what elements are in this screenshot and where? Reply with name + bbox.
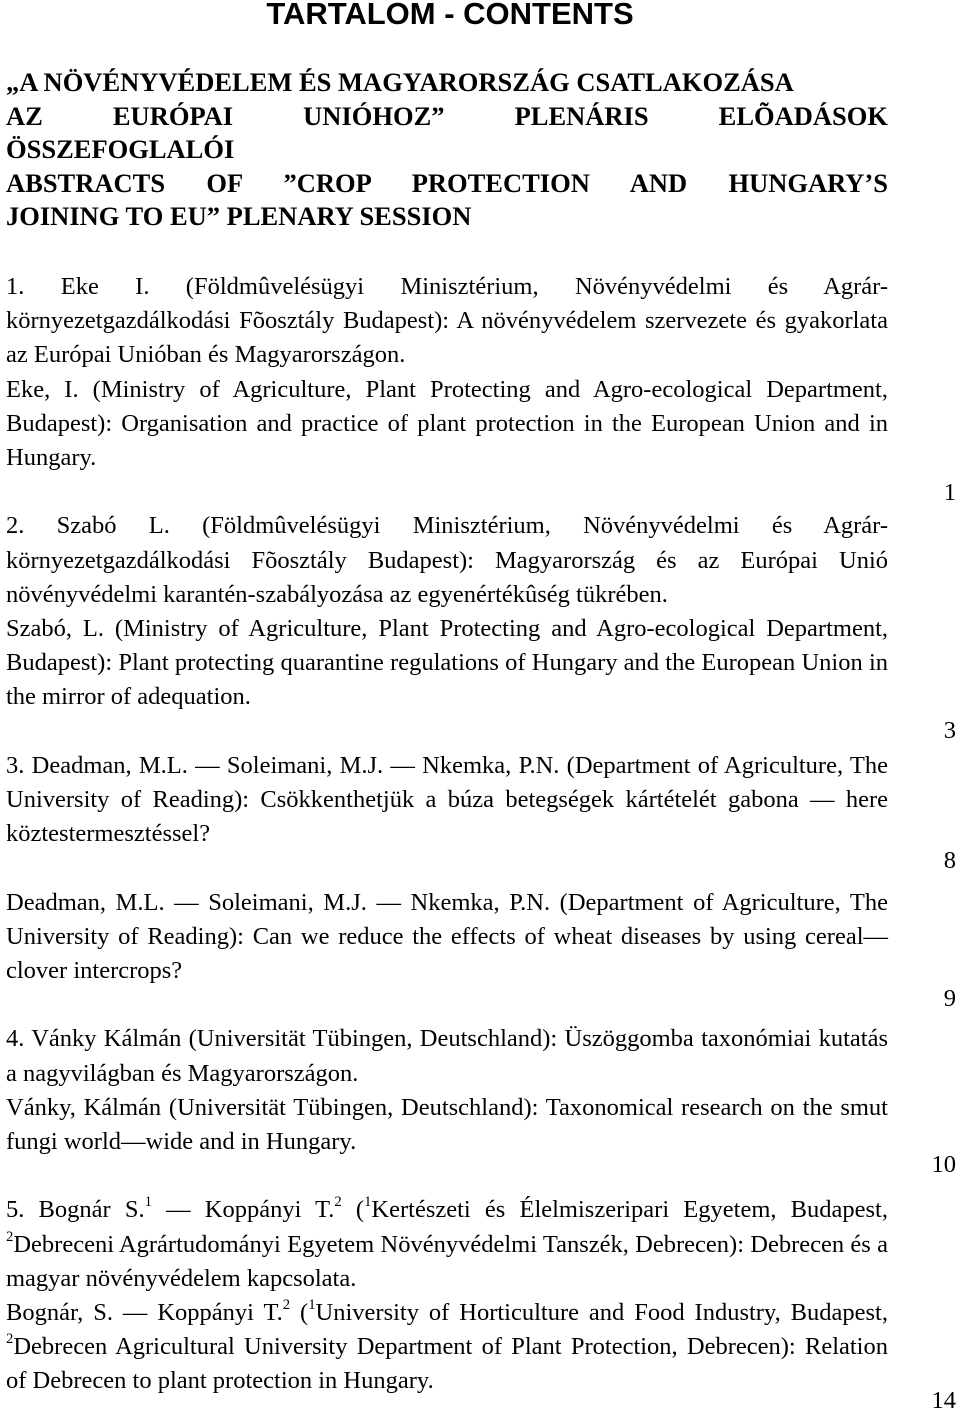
entry-3-hungarian: 3. Deadman, M.L. — Soleimani, M.J. — Nkemka, P.N. (Department of Agriculture, The University of Reading): Csökkenthetjük a búza betegségek kártételét gabona — here köztestermesztéssel?: [6, 751, 888, 848]
heading-line-2: AZ EURÓPAI UNIÓHOZ” PLENÁRIS ELÕADÁSOK: [6, 100, 888, 131]
entry-5-hu-sup-4: 2: [6, 1228, 14, 1245]
section-heading: [6, 66, 888, 234]
entry-5-en-c: University of Horticulture and Food Industry, Budapest,: [315, 1299, 888, 1327]
entry-3: [6, 749, 888, 988]
entry-1: [6, 270, 888, 475]
entry-5-en-sup-1: 2: [282, 1297, 291, 1313]
page-number-entry-3-hu: 8: [943, 847, 956, 874]
heading-line-4: ABSTRACTS OF ”CROP PROTECTION AND HUNGARY’S: [6, 167, 888, 198]
contents-list: [6, 270, 888, 1399]
page-number-entry-1: 1: [943, 479, 956, 506]
entry-4-hungarian: 4. Vánky Kálmán (Universität Tübingen, Deutschland): Üszöggomba taxonómiai kutatás a nagyvilágban és Magyarországon.: [6, 1025, 888, 1087]
entry-5-english: [6, 1296, 888, 1399]
entry-5-hu-sup-3: 1: [364, 1194, 372, 1211]
entry-3-english: Deadman, M.L. — Soleimani, M.J. — Nkemka, P.N. (Department of Agriculture, The University of Reading): Can we reduce the effects of wheat diseases by using cereal—clover intercrops?: [6, 888, 888, 985]
entry-5-hu-sup-1: 1: [144, 1194, 152, 1211]
entry-5-hu-e: Debreceni Agrártudományi Egyetem Növényvédelmi Tanszék, Debrecen): Debrecen és a magyar növényvédelem kapcsolata.: [6, 1230, 888, 1292]
heading-line-3: ÖSSZEFOGLALÓI: [6, 134, 235, 164]
heading-line-1: „A NÖVÉNYVÉDELEM ÉS MAGYARORSZÁG CSATLAKOZÁSA: [6, 67, 794, 97]
entry-2-hungarian: 2. Szabó L. (Földmûvelésügyi Minisztérium, Növényvédelmi és Agrár-környezetgazdálkodási Fõosztály Budapest): Magyarország és az Európai Unió növényvédelmi karantén-szabályozása az egyenértékûség tükrében.: [6, 512, 888, 608]
entry-5-en-sup-3: 2: [6, 1331, 14, 1348]
entry-5-hu-b: — Koppányi T.: [151, 1196, 335, 1224]
entry-4-english: Vánky, Kálmán (Universität Tübingen, Deutschland): Taxonomical research on the smut fungi world—wide and in Hungary.: [6, 1093, 888, 1156]
page-title: TARTALOM - CONTENTS: [266, 0, 634, 31]
entry-5-en-sup-2: 1: [308, 1297, 316, 1313]
page-number-entry-4: 10: [931, 1151, 956, 1178]
page-number-entry-3-en: 9: [943, 985, 956, 1012]
entry-1-hungarian: 1. Eke I. (Földmûvelésügyi Minisztérium, Növényvédelmi és Agrár-környezetgazdálkodási Fõosztály Budapest): A növényvédelem szervezete és gyakorlata az Európai Unióban és Magyarországon.: [6, 273, 888, 369]
entry-4: [6, 1022, 888, 1159]
heading-line-5: JOINING TO EU” PLENARY SESSION: [6, 201, 472, 231]
entry-5-hu-sup-2: 2: [334, 1194, 342, 1211]
page-number-entry-5: 14: [931, 1387, 956, 1414]
entry-5: [6, 1193, 888, 1398]
entry-5-en-b: (: [290, 1299, 309, 1327]
entry-5-hu-c: (: [341, 1196, 365, 1224]
entry-5-en-a: Bognár, S. — Koppányi T.: [6, 1299, 283, 1327]
entry-1-english: Eke, I. (Ministry of Agriculture, Plant Protecting and Agro-ecological Department, Budapest): Organisation and practice of plant protection in the European Union and in Hungary.: [6, 375, 888, 472]
entry-2-english: Szabó, L. (Ministry of Agriculture, Plant Protecting and Agro-ecological Department, Budapest): Plant protecting quarantine regulations of Hungary and the European Union in the mirror of adequation.: [6, 615, 888, 711]
entry-5-en-d: Debrecen Agricultural University Department of Plant Protection, Debrecen): Relation of Debrecen to plant protection in Hungary.: [6, 1333, 888, 1395]
page-number-entry-2: 3: [943, 717, 956, 744]
entry-5-hungarian: [6, 1193, 888, 1296]
entry-5-hu-d: Kertészeti és Élelmiszeripari Egyetem, Budapest,: [371, 1196, 888, 1224]
entry-5-hu-a: 5. Bognár S.: [6, 1196, 145, 1224]
entry-2: [6, 509, 888, 714]
